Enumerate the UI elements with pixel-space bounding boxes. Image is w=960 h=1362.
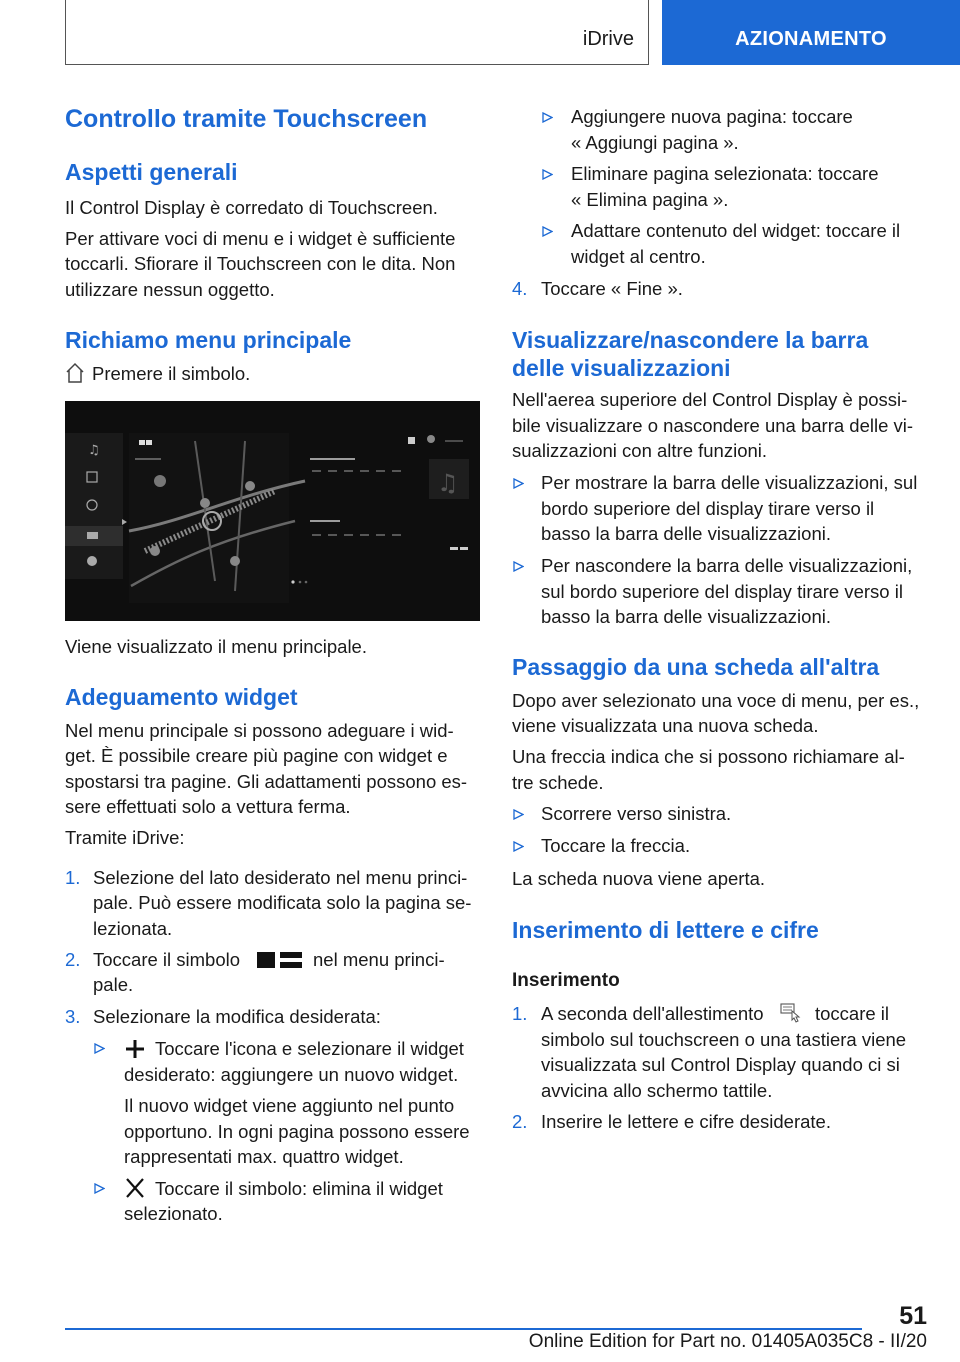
heading-bar-l2: delle visualizzazioni — [512, 355, 731, 381]
bullet-delete-page-l1: Eliminare pagina selezionata: toccare — [571, 163, 879, 184]
step-2-number: 2. — [65, 949, 81, 970]
bullet-adapt-l1: Adattare contenuto del widget: toccare il — [571, 220, 901, 241]
general-p2-l2: toccarli. Sfiorare il Touchscreen con le dita. Non — [65, 253, 456, 274]
bullet-triangle-icon — [513, 478, 524, 489]
bullet-delete-l1: Toccare il simbolo: elimina il widget — [155, 1178, 443, 1199]
touch-keyboard-icon — [780, 1002, 804, 1024]
control-display-photo — [65, 401, 480, 621]
step-2-l2: pale. — [93, 974, 134, 995]
svg-text:♫: ♫ — [437, 469, 459, 497]
widget-edit-icon — [256, 951, 306, 969]
mainmenu-text: Premere il simbolo. — [92, 363, 251, 384]
bar-b1-l1: Per mostrare la barra delle visualizzazioni, sul — [541, 472, 918, 493]
widget-p1-l2: get. È possibile creare più pagine con widget e — [65, 745, 448, 766]
bullet-add-l1: Toccare l'icona e selezionare il widget — [155, 1038, 464, 1059]
bullet-add-l2: desiderato: aggiungere un nuovo widget. — [124, 1064, 459, 1085]
widget-p1-l3: spostarsi tra pagine. Gli adattamenti possono es- — [65, 771, 468, 792]
input-step-1-l4: avvicina allo schermo tattile. — [541, 1080, 773, 1101]
heading-widget: Adeguamento widget — [65, 684, 298, 710]
input-step-2-text: Inserire le lettere e cifre desiderate. — [541, 1111, 831, 1132]
heading-input: Inserimento di lettere e cifre — [512, 917, 819, 943]
bullet-triangle-icon — [513, 561, 524, 572]
step-1-number: 1. — [65, 867, 81, 888]
tabs-p3: La scheda nuova viene aperta. — [512, 868, 766, 889]
input-step-1-b: toccare il — [815, 1003, 890, 1024]
bullet-triangle-icon — [542, 226, 553, 237]
widget-p1-l1: Nel menu principale si possono adeguare i wid- — [65, 720, 454, 741]
page-number: 51 — [899, 1302, 927, 1330]
input-step-1-number: 1. — [512, 1003, 528, 1024]
bullet-delete-page-l2: « Elimina pagina ». — [571, 189, 729, 210]
header-section-box — [65, 0, 649, 65]
bullet-triangle-icon — [94, 1043, 105, 1054]
footer-divider — [65, 1328, 862, 1330]
step-1-l2: pale. Può essere modificata solo la pagina se- — [93, 892, 472, 913]
input-step-1-l2: simbolo sul touchscreen o una tastiera viene — [541, 1029, 907, 1050]
close-icon — [124, 1178, 146, 1198]
tabs-p2-l2: tre schede. — [512, 772, 604, 793]
step-2-l1-a: Toccare il simbolo — [93, 949, 241, 970]
input-step-1-l3: visualizzata sul Control Display quando ci si — [541, 1054, 900, 1075]
svg-text:♫: ♫ — [88, 443, 100, 458]
input-step-1-a: A seconda dell'allestimento — [541, 1003, 764, 1024]
plus-icon — [124, 1039, 146, 1059]
bullet-add-p-l3: rappresentati max. quattro widget. — [124, 1146, 404, 1167]
bullet-add-page-l1: Aggiungere nuova pagina: toccare — [571, 106, 853, 127]
page-title: Controllo tramite Touchscreen — [65, 105, 428, 133]
tabs-p2-l1: Una freccia indica che si possono richiamare al- — [512, 746, 905, 767]
general-p2-l1: Per attivare voci di menu e i widget è sufficiente — [65, 228, 456, 249]
step-4-text: Toccare « Fine ». — [541, 278, 683, 299]
bullet-adapt-l2: widget al centro. — [571, 246, 706, 267]
widget-p1-l4: sere effettuati solo a vettura ferma. — [65, 796, 351, 817]
bar-b2-l3: basso la barra delle visualizzazioni. — [541, 606, 831, 627]
widget-p2: Tramite iDrive: — [65, 827, 185, 848]
heading-mainmenu: Richiamo menu principale — [65, 327, 352, 353]
header-chapter-box — [662, 0, 960, 65]
tabs-b2: Toccare la freccia. — [541, 835, 691, 856]
bar-p-l3: sualizzazioni con altre funzioni. — [512, 440, 768, 461]
bullet-add-page-l2: « Aggiungi pagina ». — [571, 132, 739, 153]
input-step-2-number: 2. — [512, 1111, 528, 1132]
heading-bar-l1: Visualizzare/nascondere la barra — [512, 327, 869, 353]
home-icon — [65, 362, 85, 384]
bar-b2-l2: sul bordo superiore del display tirare verso il — [541, 581, 903, 602]
footer-edition: Online Edition for Part no. 01405A035C8 - II/20 — [528, 1331, 927, 1352]
bullet-add-p-l2: opportuno. In ogni pagina possono essere — [124, 1121, 470, 1142]
bar-b1-l3: basso la barra delle visualizzazioni. — [541, 523, 831, 544]
bar-b1-l2: bordo superiore del display tirare verso il — [541, 498, 875, 519]
bullet-triangle-icon — [94, 1183, 105, 1194]
general-p2-l3: utilizzare nessun oggetto. — [65, 279, 275, 300]
bullet-triangle-icon — [542, 169, 553, 180]
step-1-l3: lezionata. — [93, 918, 173, 939]
step-3-text: Selezionare la modifica desiderata: — [93, 1006, 381, 1027]
bullet-add-p-l1: Il nuovo widget viene aggiunto nel punto — [124, 1095, 455, 1116]
mainmenu-caption: Viene visualizzato il menu principale. — [65, 636, 367, 657]
tabs-p1-l2: viene visualizzata una nuova scheda. — [512, 715, 819, 736]
step-1-l1: Selezione del lato desiderato nel menu princi- — [93, 867, 468, 888]
bullet-triangle-icon — [513, 809, 524, 820]
header-section: iDrive — [582, 28, 634, 50]
tabs-p1-l1: Dopo aver selezionato una voce di menu, per es., — [512, 690, 920, 711]
tabs-b1: Scorrere verso sinistra. — [541, 803, 732, 824]
heading-tabs: Passaggio da una scheda all'altra — [512, 654, 880, 680]
bar-p-l2: bile visualizzare o nascondere una barra delle vi- — [512, 415, 914, 436]
input-subheading: Inserimento — [512, 970, 620, 991]
step-4-number: 4. — [512, 278, 528, 299]
bullet-triangle-icon — [513, 841, 524, 852]
step-2-l1-b: nel menu princi- — [313, 949, 445, 970]
general-p1: Il Control Display è corredato di Touchscreen. — [65, 197, 438, 218]
bullet-triangle-icon — [542, 112, 553, 123]
step-3-number: 3. — [65, 1006, 81, 1027]
heading-general: Aspetti generali — [65, 159, 238, 185]
bar-p-l1: Nell'aerea superiore del Control Display è possi- — [512, 389, 908, 410]
bullet-delete-l2: selezionato. — [124, 1203, 223, 1224]
bar-b2-l1: Per nascondere la barra delle visualizzazioni, — [541, 555, 913, 576]
header-chapter: AZIONAMENTO — [735, 28, 887, 50]
